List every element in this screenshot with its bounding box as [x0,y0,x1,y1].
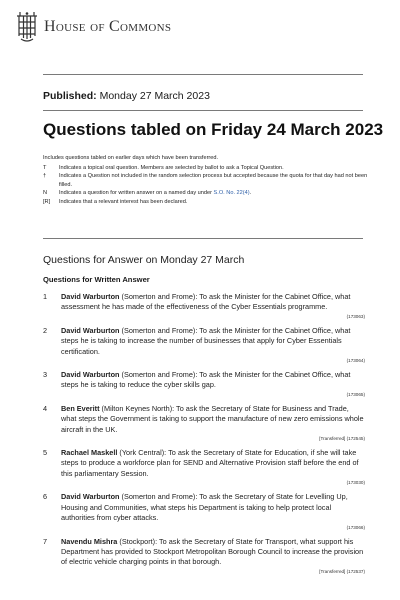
question-reference: (173065) [346,391,365,397]
published-date: Monday 27 March 2023 [99,90,210,102]
constituency: (York Central): [117,448,169,458]
member-name: David Warburton [61,370,120,380]
question-text: To ask the Secretary of State for Transport, what support his Department has provided to Stockport Metropolitan Borough Council to increase the provision of electric vehicle charging points in that borough. [61,536,364,567]
divider-bottom [43,238,363,239]
legend-key: N [43,190,48,197]
member-name: Ben Everitt [61,403,100,413]
question-text: To ask the Minister for the Cabinet Office, what assessment he has made of the effectiveness of the Cyber Essentials programme. [61,292,351,312]
question-text: To ask the Secretary of State for Education, if she will take steps to produce a workforce plan for SEND and Alternative Provision staff before the end of this parliamentary Session. [61,448,359,478]
legend-key: † [43,173,47,180]
portcullis-icon [16,12,38,42]
constituency: (Somerton and Frome): [119,292,200,301]
legend-item [43,172,373,189]
question-item [43,448,365,486]
divider-top [43,74,363,75]
question-number: 7 [43,536,48,546]
legend-text-group [59,189,373,198]
standing-order-link[interactable]: S.O. No. 22(4) [213,190,250,197]
member-name: David Warburton [61,325,120,335]
published-line [43,90,210,102]
question-reference: (173030) [346,480,365,486]
question-number: 2 [43,325,48,335]
legend-key: [R] [43,198,51,205]
section-title: Questions for Answer on Monday 27 March [43,254,245,266]
constituency: (Somerton and Frome): [119,325,200,335]
question-number: 1 [43,292,48,301]
question-item [43,404,365,442]
page-title: Questions tabled on Friday 24 March 2023 [43,120,384,139]
legend-item [43,189,373,198]
question-text: To ask the Secretary of State for Business and Trade, what steps the Government is taking to support the manufacture of new zero emissions whole aircraft in the UK. [61,403,364,434]
questions-list [43,292,365,575]
legend-intro: Includes questions tabled on earlier days which have been transferred. [43,155,219,161]
question-reference: (173064) [346,358,365,364]
question-reference: [Transferred] (172537) [319,568,365,574]
constituency: (Milton Keynes North): [99,403,177,413]
question-text: To ask the Secretary of State for Levelling Up, Housing and Communities, what steps his Department is taking to help protect local authorities from cyber attacks. [61,492,348,523]
legend-item [43,198,373,207]
legend [43,154,373,207]
legend-text: Indicates a Question not included in the random selection process but accepted because the quota for that day had not been filled. [59,173,368,188]
question-item [43,537,365,575]
published-label: Published: [43,90,97,102]
member-name: David Warburton [61,292,120,301]
constituency: (Stockport): [117,536,160,546]
question-item [43,370,365,398]
member-name: David Warburton [61,492,120,502]
question-item [43,492,365,530]
divider-mid [43,110,363,111]
question-text: To ask the Minister for the Cabinet Office, what steps he is taking to reduce the cyber skills gap. [61,370,351,390]
question-number: 6 [43,492,48,502]
question-number: 3 [43,370,48,380]
sub-title: Questions for Written Answer [43,275,150,284]
question-text: To ask the Minister for the Cabinet Office, what steps he is taking to increase the number of businesses that apply for Cyber Essentials certification. [61,325,351,356]
question-number: 5 [43,448,48,458]
legend-text: Indicates that a relevant interest has been declared. [59,198,188,205]
question-item [43,326,365,364]
page-header [14,12,386,52]
member-name: Rachael Maskell [61,448,118,458]
legend-text-end: . [249,190,252,197]
question-number: 4 [43,403,48,413]
constituency: (Somerton and Frome): [119,492,200,502]
constituency: (Somerton and Frome): [119,370,200,380]
legend-item [43,164,373,173]
legend-text: Indicates a question for written answer on a named day under [59,190,214,197]
legend-text: Indicates a topical oral question. Members are selected by ballot to ask a Topical Question. [59,164,284,171]
question-reference: [Transferred] (172545) [319,436,365,442]
house-of-commons-title: House of Commons [44,18,172,35]
question-reference: (173063) [346,313,365,319]
legend-key: T [43,164,47,171]
member-name: Navendu Mishra [61,536,118,546]
question-reference: (173066) [346,524,365,530]
question-item [43,292,365,320]
